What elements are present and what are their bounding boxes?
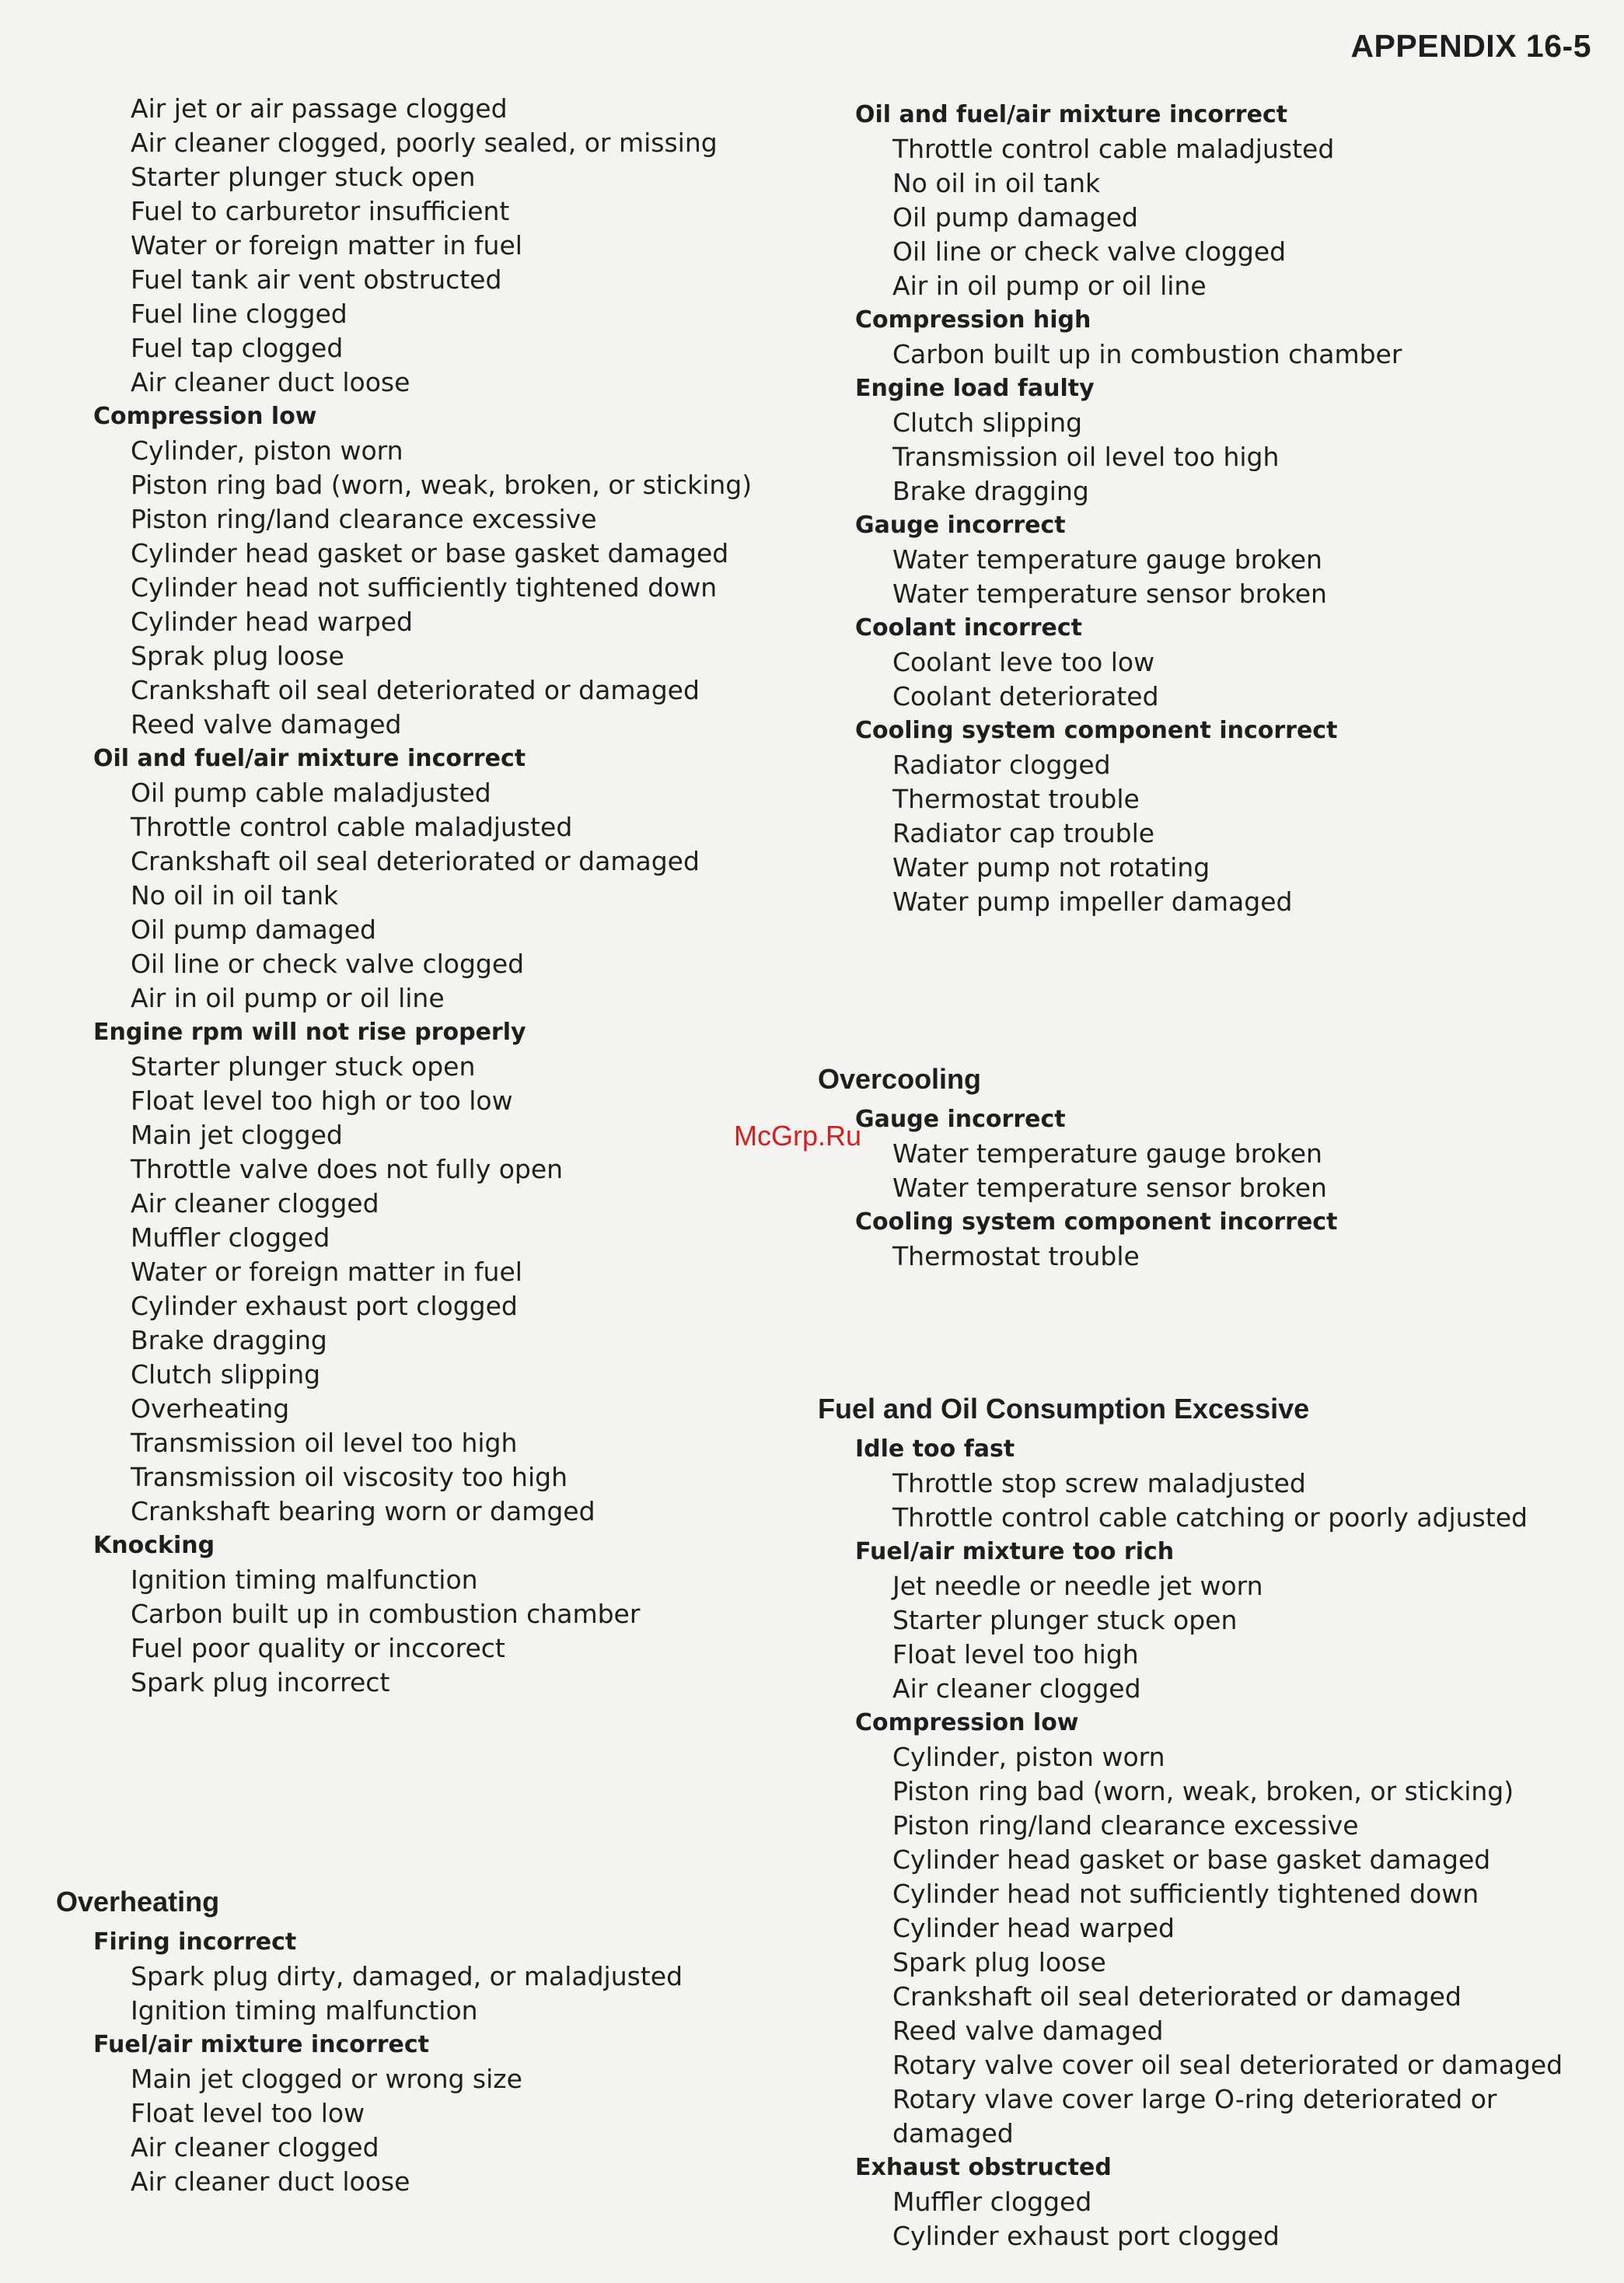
section-heading: Fuel and Oil Consumption Excessive (818, 1393, 1310, 1425)
cause-item: Crankshaft bearing worn or damged (131, 1496, 595, 1526)
category-title: Idle too fast (855, 1435, 1015, 1463)
category-title: Cooling system component incorrect (855, 717, 1338, 744)
cause-item: Fuel poor quality or inccorect (131, 1633, 505, 1663)
cause-item: Brake dragging (892, 476, 1089, 506)
cause-group (93, 2028, 809, 2199)
cause-item: Radiator clogged (892, 750, 1111, 780)
cause-item: damaged (892, 2118, 1014, 2148)
category-title: Oil and fuel/air mixture incorrect (93, 745, 526, 772)
cause-item: Throttle control cable maladjusted (131, 812, 573, 842)
cause-item: Fuel tank air vent obstructed (131, 264, 502, 295)
cause-item: Air cleaner duct loose (131, 367, 410, 397)
cause-item: Air jet or air passage clogged (131, 93, 508, 124)
cause-item: Coolant leve too low (892, 647, 1155, 677)
cause-item: Fuel to carburetor insufficient (131, 196, 510, 226)
cause-item: Float level too low (131, 2098, 365, 2128)
cause-item: No oil in oil tank (892, 168, 1101, 198)
cause-group (855, 1205, 1570, 1274)
cause-group (855, 1432, 1570, 1535)
cause-item: Cylinder head warped (131, 607, 413, 637)
cause-item: Oil pump cable maladjusted (131, 778, 491, 808)
category-title: Fuel/air mixture too rich (855, 1538, 1175, 1565)
cause-item: Starter plunger stuck open (131, 162, 476, 192)
cause-item: Cylinder head gasket or base gasket damaged (892, 1844, 1491, 1875)
cause-item: Throttle stop screw maladjusted (892, 1468, 1306, 1498)
cause-item: Brake dragging (131, 1325, 327, 1355)
cause-group (855, 509, 1570, 611)
category-title: Compression high (855, 306, 1091, 334)
cause-item: Water temperature sensor broken (892, 1173, 1327, 1203)
category-title: Engine rpm will not rise properly (93, 1019, 526, 1046)
cause-group (855, 611, 1570, 714)
cause-group (855, 98, 1570, 303)
category-title: Gauge incorrect (855, 512, 1066, 539)
overheating-groups (93, 1925, 809, 2199)
cause-group (93, 400, 809, 742)
cause-item: Clutch slipping (131, 1359, 321, 1390)
cause-item: Starter plunger stuck open (892, 1605, 1238, 1635)
cause-group (855, 1103, 1570, 1205)
cause-item: Rotary valve cover oil seal deteriorated or damaged (892, 2050, 1563, 2080)
cause-group (93, 742, 809, 1016)
cause-item: Oil pump damaged (131, 914, 376, 945)
cause-item: Cylinder head warped (892, 1913, 1175, 1943)
cause-item: Spark plug dirty, damaged, or maladjusted (131, 1961, 683, 1991)
cause-item: Air cleaner duct loose (131, 2166, 410, 2197)
left-column (56, 92, 809, 2199)
right-groups (855, 98, 1570, 919)
cause-item: Cylinder, piston worn (892, 1742, 1165, 1772)
cause-item: Water temperature gauge broken (892, 1138, 1322, 1169)
cause-item: Fuel tap clogged (131, 333, 344, 363)
cause-item: Crankshaft oil seal deteriorated or damaged (131, 846, 700, 876)
cause-item: Spark plug incorrect (131, 1667, 390, 1697)
cause-item: Float level too high (892, 1639, 1139, 1669)
right-column (818, 98, 1570, 2253)
cause-item: Air in oil pump or oil line (892, 271, 1207, 301)
category-title: Engine load faulty (855, 375, 1095, 402)
cause-item: Thermostat trouble (892, 1241, 1140, 1271)
cause-item: Muffler clogged (131, 1222, 330, 1253)
cause-group (855, 303, 1570, 372)
cause-item: Throttle control cable catching or poorly adjusted (892, 1502, 1528, 1533)
cause-item: Ignition timing malfunction (131, 1565, 478, 1595)
cause-item: Piston ring bad (worn, weak, broken, or sticking) (131, 470, 753, 500)
category-title: Fuel/air mixture incorrect (93, 2031, 429, 2058)
cause-item: Throttle control cable maladjusted (892, 134, 1335, 164)
cause-item: Cylinder, piston worn (131, 435, 403, 466)
cause-item: Crankshaft oil seal deteriorated or damaged (131, 675, 700, 705)
cause-group (93, 1925, 809, 2028)
cause-item: Oil line or check valve clogged (892, 236, 1287, 267)
cause-item: Overheating (131, 1393, 290, 1424)
cause-item: Water temperature gauge broken (892, 544, 1322, 575)
cause-group (855, 2151, 1570, 2253)
cause-item: Air cleaner clogged (131, 2132, 379, 2162)
cause-item: Air cleaner clogged (131, 1188, 379, 1218)
cause-item: Muffler clogged (892, 2187, 1092, 2217)
cause-item: Water or foreign matter in fuel (131, 1257, 522, 1287)
cause-group (855, 372, 1570, 509)
page-header: APPENDIX 16-5 (1350, 28, 1591, 64)
cause-group (855, 1706, 1570, 2151)
cause-item: Air cleaner clogged, poorly sealed, or missing (131, 128, 718, 158)
cause-item: Carbon built up in combustion chamber (131, 1599, 641, 1629)
cause-item: Reed valve damaged (131, 709, 402, 739)
category-title: Compression low (855, 1709, 1079, 1736)
cause-group (855, 714, 1570, 919)
category-title: Exhaust obstructed (855, 2154, 1112, 2181)
cause-item: Spark plug loose (892, 1947, 1106, 1977)
cause-item: Main jet clogged or wrong size (131, 2064, 522, 2094)
cause-item: Transmission oil level too high (131, 1428, 518, 1458)
cause-item: Water temperature sensor broken (892, 579, 1327, 609)
overheating-section (56, 1883, 809, 2199)
overcooling-section (818, 1061, 1570, 1274)
cause-item: Transmission oil level too high (892, 442, 1280, 472)
fuel-oil-section (818, 1390, 1570, 2253)
category-title: Oil and fuel/air mixture incorrect (855, 101, 1288, 128)
cause-item: Air cleaner clogged (892, 1673, 1141, 1704)
category-title: Firing incorrect (93, 1928, 297, 1956)
cause-item: Reed valve damaged (892, 2016, 1164, 2046)
cause-item: Water pump impeller damaged (892, 886, 1293, 917)
category-title: Gauge incorrect (855, 1106, 1066, 1133)
cause-item: Cylinder exhaust port clogged (131, 1291, 518, 1321)
cause-item: No oil in oil tank (131, 880, 339, 911)
cause-group (93, 1016, 809, 1529)
cause-item: Piston ring/land clearance excessive (892, 1810, 1359, 1841)
cause-item: Coolant deteriorated (892, 681, 1159, 711)
cause-item: Cylinder exhaust port clogged (892, 2221, 1280, 2251)
cause-item: Thermostat trouble (892, 784, 1140, 814)
cause-item: Carbon built up in combustion chamber (892, 339, 1402, 369)
cause-group (93, 1529, 809, 1700)
cause-item: Cylinder head gasket or base gasket damaged (131, 538, 729, 568)
cause-item: Sprak plug loose (131, 641, 344, 671)
cause-item: Main jet clogged (131, 1120, 343, 1150)
cause-item: Water pump not rotating (892, 852, 1210, 883)
category-title: Compression low (93, 403, 317, 430)
cause-item: Transmission oil viscosity too high (131, 1462, 568, 1492)
left-continuation (93, 92, 809, 400)
cause-item: Water or foreign matter in fuel (131, 230, 522, 260)
section-heading: Overheating (56, 1886, 220, 1918)
watermark: McGrp.Ru (734, 1120, 862, 1152)
cause-item: Float level too high or too low (131, 1086, 513, 1116)
cause-item: Fuel line clogged (131, 299, 348, 329)
fuel-oil-groups (855, 1432, 1570, 2253)
category-title: Knocking (93, 1532, 215, 1559)
cause-item: Crankshaft oil seal deteriorated or damaged (892, 1981, 1462, 2012)
overcooling-groups (855, 1103, 1570, 1274)
category-title: Cooling system component incorrect (855, 1208, 1338, 1236)
cause-group (855, 1535, 1570, 1706)
cause-item: Cylinder head not sufficiently tightened down (892, 1879, 1479, 1909)
cause-item: Radiator cap trouble (892, 818, 1155, 848)
cause-item: Piston ring bad (worn, weak, broken, or sticking) (892, 1776, 1514, 1806)
cause-item: Piston ring/land clearance excessive (131, 504, 597, 534)
cause-item: Jet needle or needle jet worn (892, 1571, 1263, 1601)
cause-item: Cylinder head not sufficiently tightened down (131, 572, 718, 603)
cause-item: Throttle valve does not fully open (131, 1154, 564, 1184)
cause-item: Air in oil pump or oil line (131, 983, 445, 1013)
cause-item: Ignition timing malfunction (131, 1995, 478, 2026)
cause-item: Clutch slipping (892, 407, 1083, 438)
left-groups (93, 400, 809, 1700)
cause-item: Oil line or check valve clogged (131, 949, 525, 979)
cause-item: Oil pump damaged (892, 202, 1138, 232)
cause-item: Rotary vlave cover large O-ring deteriorated or (892, 2084, 1497, 2114)
section-heading: Overcooling (818, 1063, 982, 1095)
cause-item: Starter plunger stuck open (131, 1051, 476, 1082)
category-title: Coolant incorrect (855, 614, 1083, 642)
